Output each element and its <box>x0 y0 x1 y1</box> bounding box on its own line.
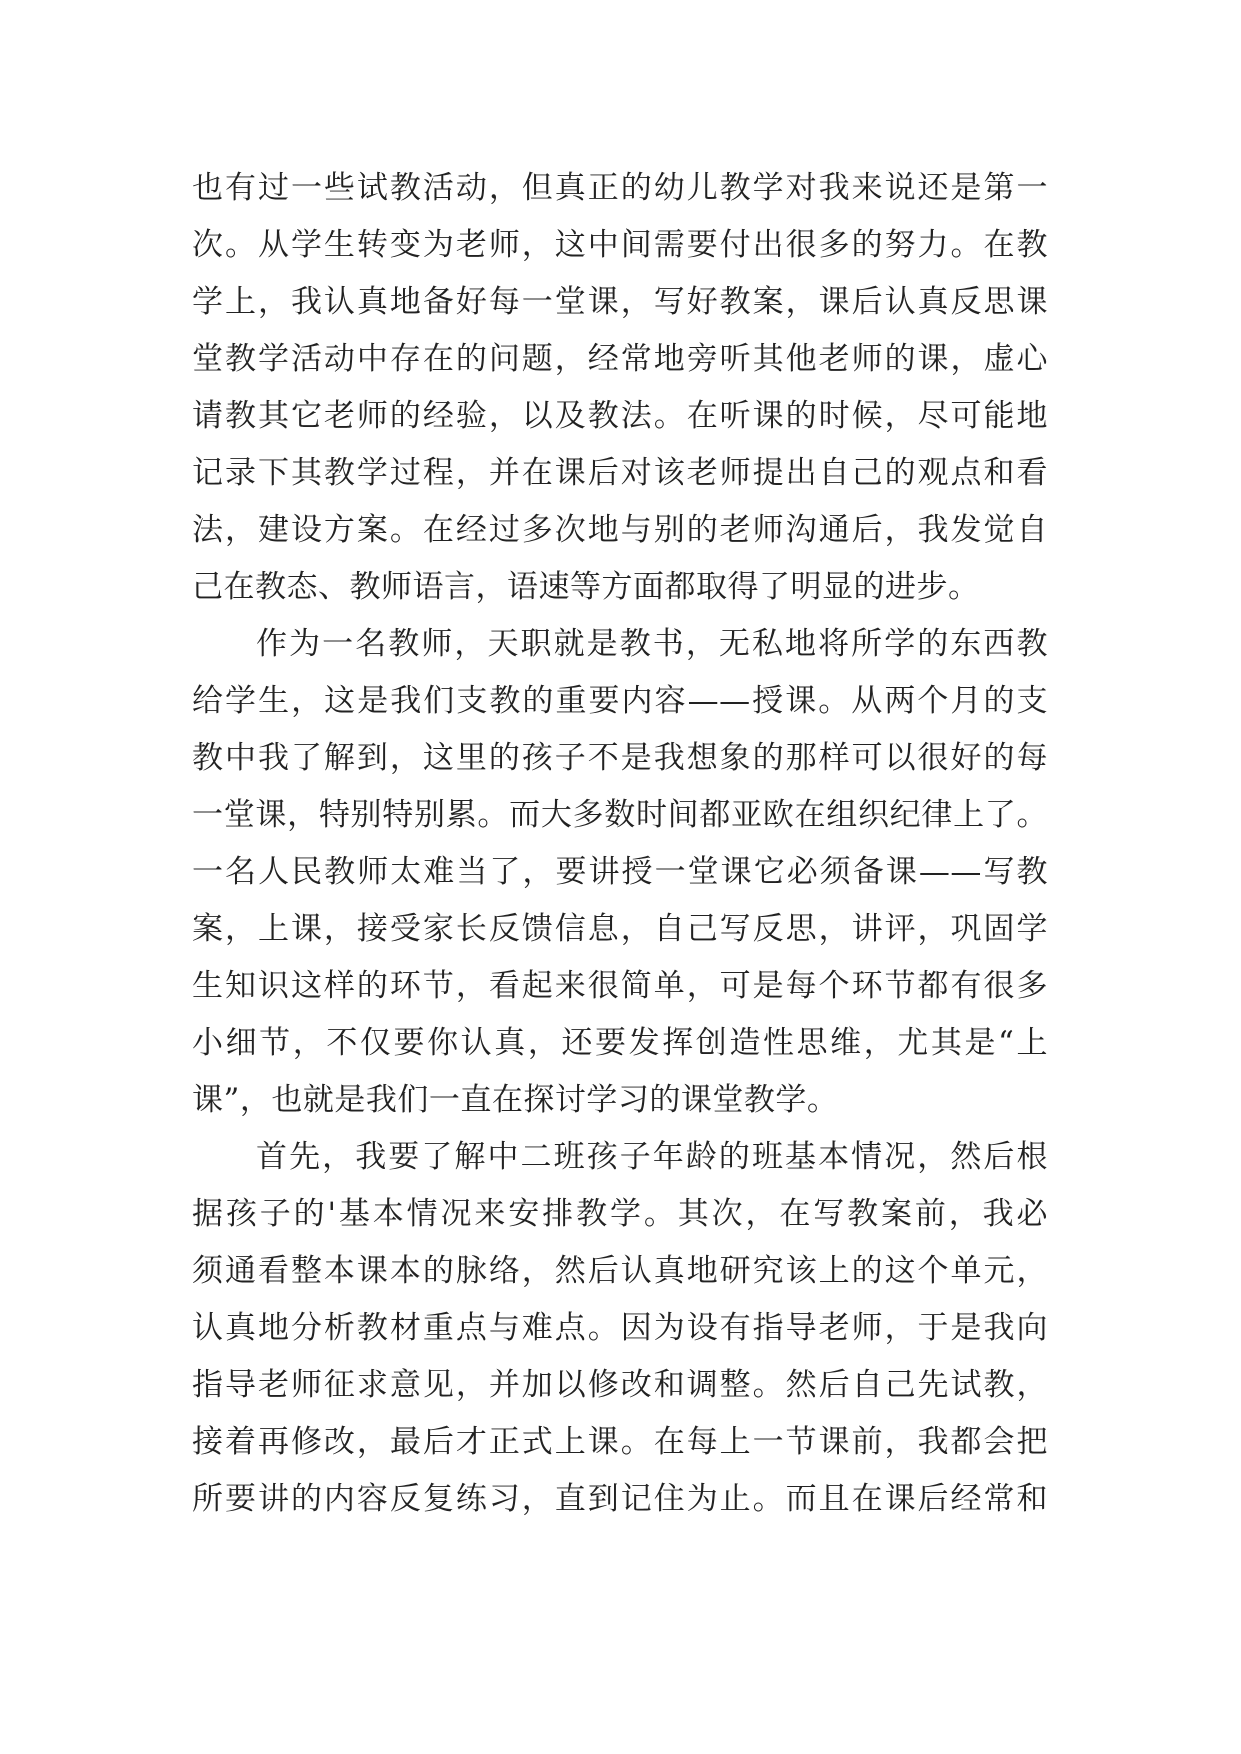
text-line: 所要讲的内容反复练习，直到记住为止。而且在课后经常和 <box>192 1481 1048 1517</box>
text-line: 己在教态、教师语言，语速等方面都取得了明显的进步。 <box>192 569 980 605</box>
paragraph-2 <box>192 616 1048 1129</box>
text-line: 教中我了解到，这里的孩子不是我想象的那样可以很好的每 <box>192 740 1048 776</box>
text-line: 次。从学生转变为老师，这中间需要付出很多的努力。在教 <box>192 227 1048 263</box>
text-line: 据孩子的'基本情况来安排教学。其次，在写教案前，我必 <box>192 1196 1048 1232</box>
text-line: 学上，我认真地备好每一堂课，写好教案，课后认真反思课 <box>192 284 1048 320</box>
text-line: 记录下其教学过程，并在课后对该老师提出自己的观点和看 <box>192 455 1048 491</box>
text-line: 案，上课，接受家长反馈信息，自己写反思，讲评，巩固学 <box>192 911 1048 947</box>
text-line: 作为一名教师，天职就是教书，无私地将所学的东西教 <box>256 626 1048 662</box>
text-line: 一名人民教师太难当了，要讲授一堂课它必须备课——写教 <box>192 854 1048 890</box>
text-line: 一堂课，特别特别累。而大多数时间都亚欧在组织纪律上了。 <box>192 797 1048 833</box>
text-line: 也有过一些试教活动，但真正的幼儿教学对我来说还是第一 <box>192 170 1048 206</box>
paragraph-1 <box>192 160 1048 616</box>
text-line: 给学生，这是我们支教的重要内容——授课。从两个月的支 <box>192 683 1048 719</box>
paragraph-3 <box>192 1129 1048 1528</box>
text-line: 须通看整本课本的脉络，然后认真地研究该上的这个单元， <box>192 1253 1048 1289</box>
text-line: 认真地分析教材重点与难点。因为设有指导老师，于是我向 <box>192 1310 1048 1346</box>
text-line: 堂教学活动中存在的问题，经常地旁听其他老师的课，虚心 <box>192 341 1048 377</box>
text-line: 指导老师征求意见，并加以修改和调整。然后自己先试教， <box>192 1367 1048 1403</box>
text-line: 课”，也就是我们一直在探讨学习的课堂教学。 <box>192 1082 839 1118</box>
text-line: 请教其它老师的经验，以及教法。在听课的时候，尽可能地 <box>192 398 1048 434</box>
text-line: 生知识这样的环节，看起来很简单，可是每个环节都有很多 <box>192 968 1048 1004</box>
document-body <box>192 160 1048 1528</box>
text-line: 首先，我要了解中二班孩子年龄的班基本情况，然后根 <box>256 1139 1048 1175</box>
text-line: 接着再修改，最后才正式上课。在每上一节课前，我都会把 <box>192 1424 1048 1460</box>
text-line: 法，建设方案。在经过多次地与别的老师沟通后，我发觉自 <box>192 512 1048 548</box>
text-line: 小细节，不仅要你认真，还要发挥创造性思维，尤其是“上 <box>192 1025 1048 1061</box>
